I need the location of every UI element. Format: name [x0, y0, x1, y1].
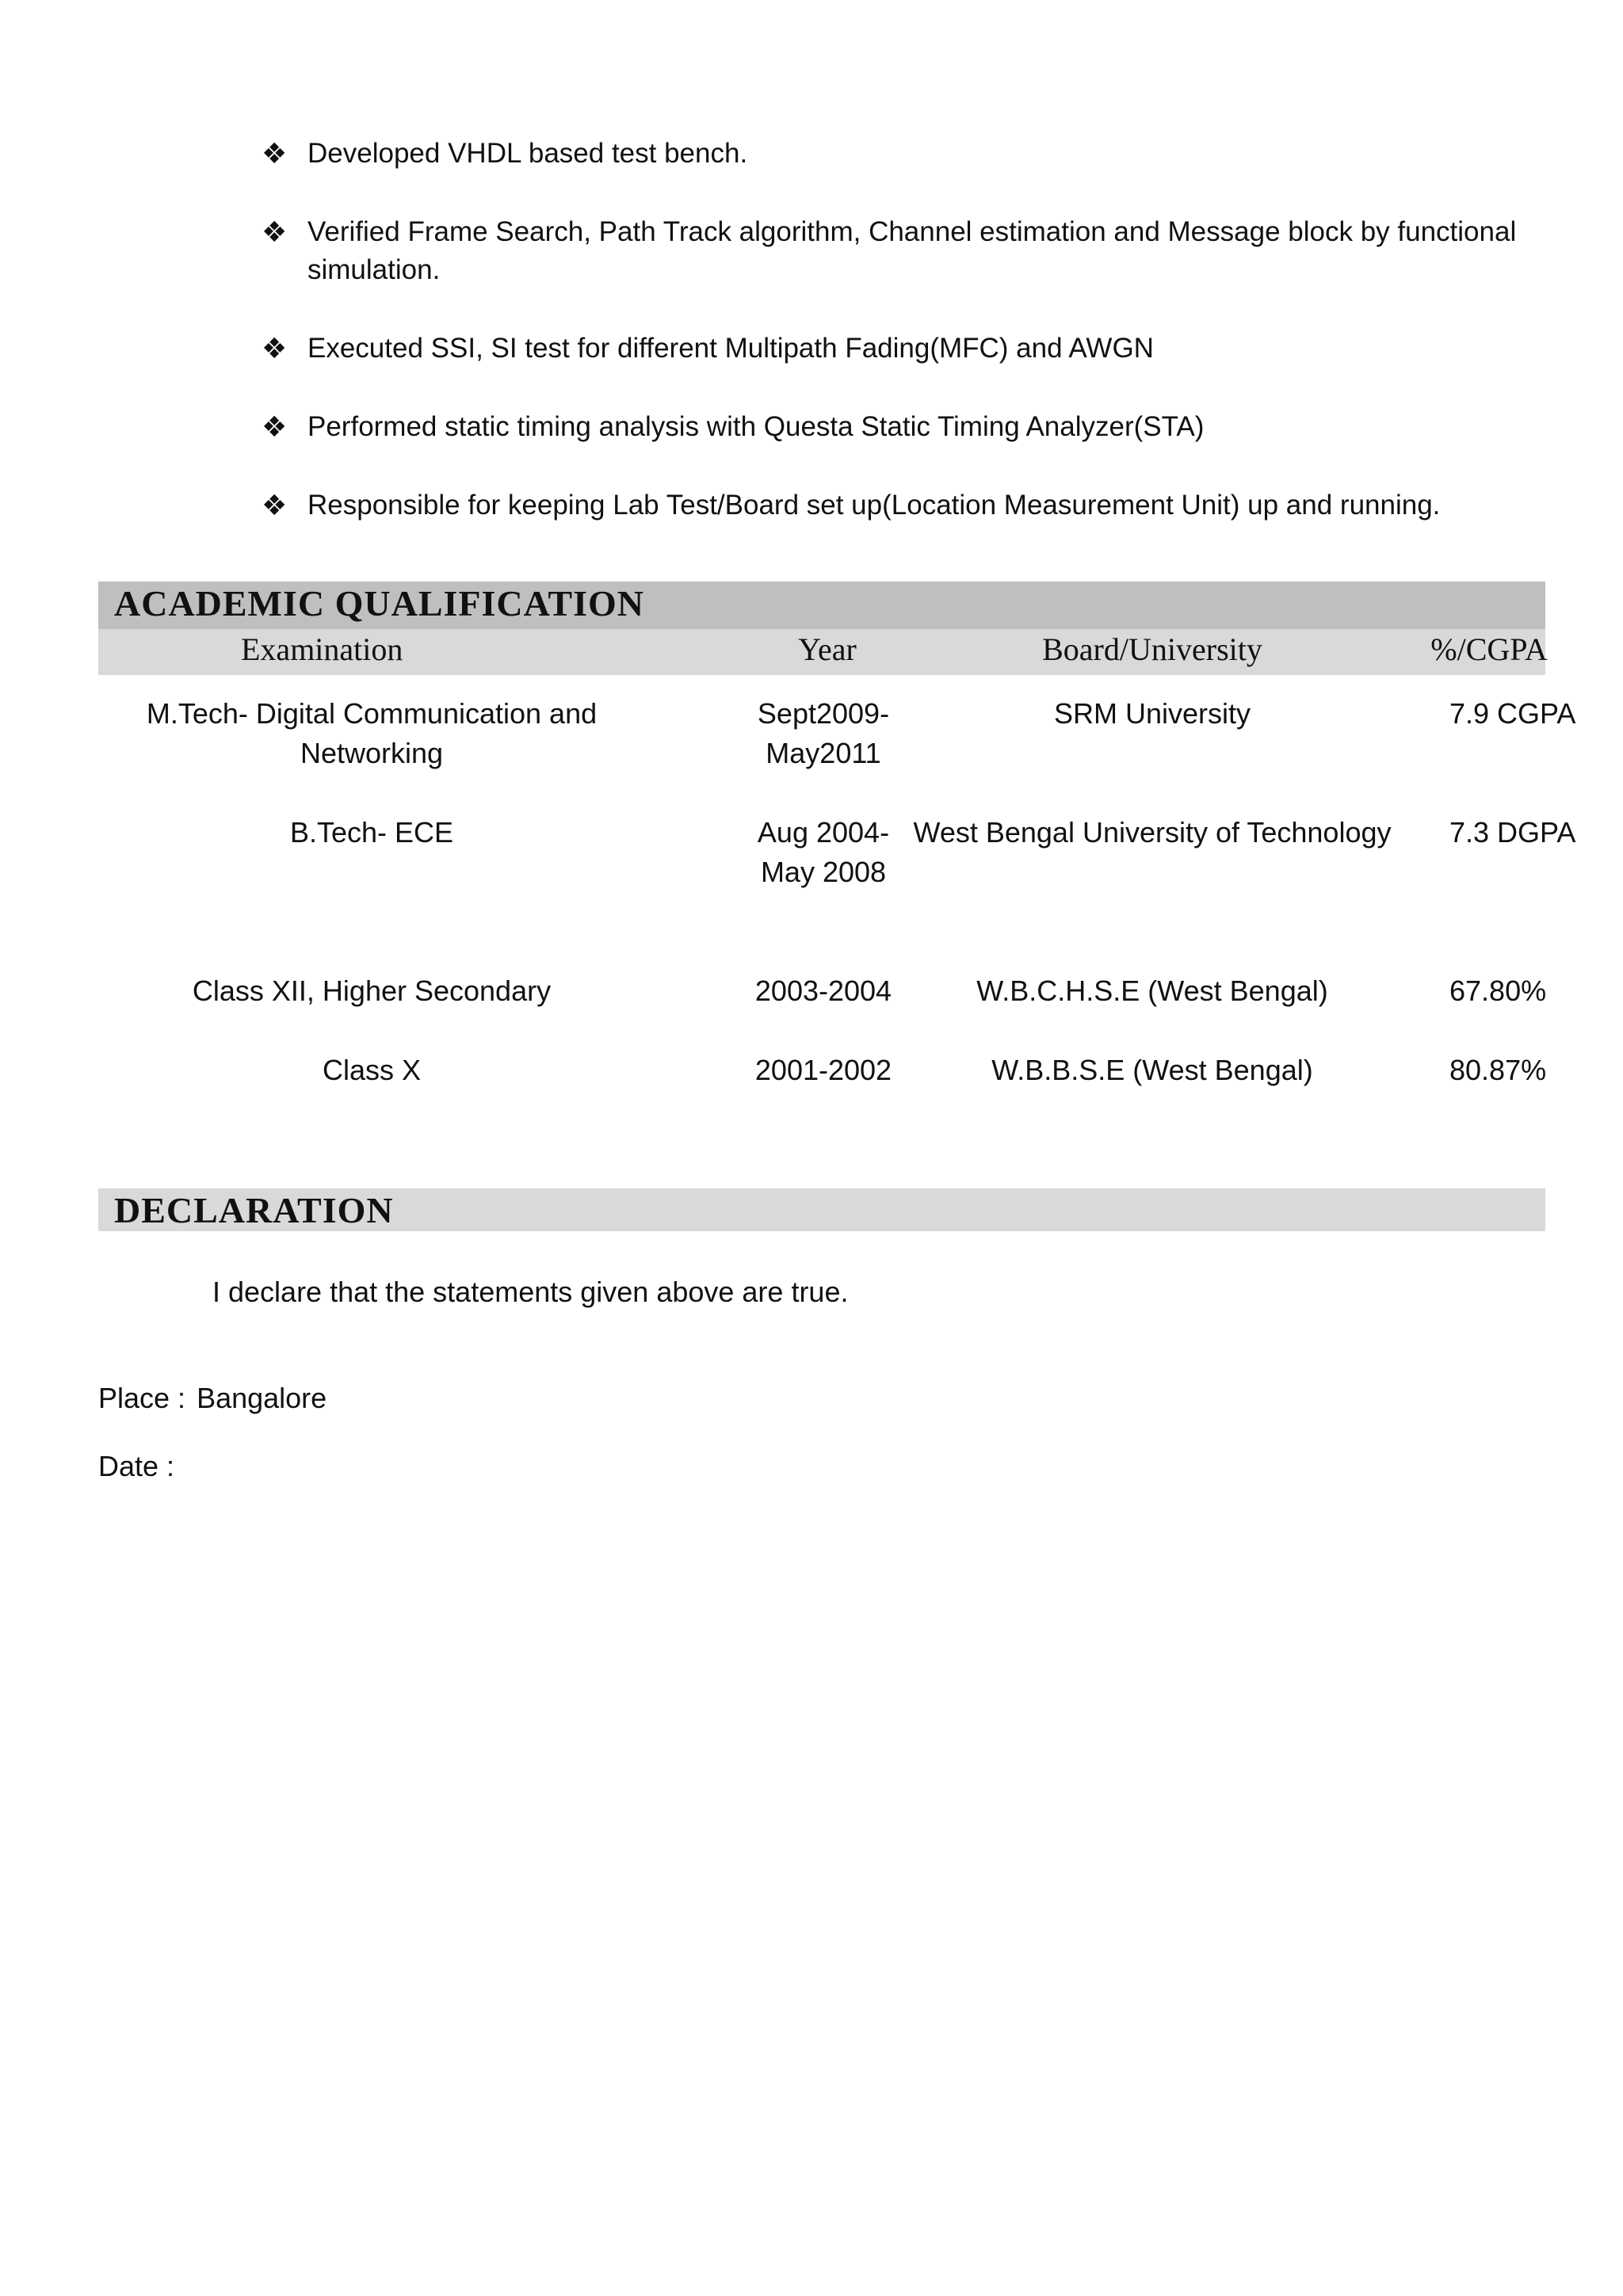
cell-cgpa: 7.9 CGPA	[1449, 697, 1576, 730]
column-header-board: Board/University	[1042, 631, 1262, 667]
cell-board: West Bengal University of Technology	[913, 816, 1392, 849]
cell-cgpa: 67.80%	[1449, 974, 1547, 1007]
cell-year: Sept2009-May2011	[757, 697, 890, 769]
list-item	[254, 135, 1537, 173]
cell-cgpa: 80.87%	[1449, 1054, 1547, 1086]
cell-board: W.B.B.S.E (West Bengal)	[991, 1054, 1313, 1086]
cell-year: Aug 2004-May 2008	[757, 816, 890, 888]
place-label: Place :	[98, 1382, 186, 1414]
cell-examination: M.Tech- Digital Communication and Networking	[146, 697, 598, 769]
academic-qualification-heading: ACADEMIC QUALIFICATION	[98, 582, 1545, 629]
diamond-bullet-icon: ❖	[262, 489, 288, 521]
date-line	[98, 1447, 174, 1486]
cell-cgpa: 7.3 DGPA	[1449, 816, 1576, 849]
qualification-table-header	[98, 629, 1548, 675]
column-header-year: Year	[798, 631, 857, 667]
bullet-text: Verified Frame Search, Path Track algorithm, Channel estimation and Message block by functional simulation.	[307, 216, 1517, 285]
bullet-text: Responsible for keeping Lab Test/Board set up(Location Measurement Unit) up and running.	[307, 490, 1441, 521]
cell-board: SRM University	[1053, 697, 1251, 730]
place-value: Bangalore	[197, 1382, 327, 1414]
diamond-bullet-icon: ❖	[262, 137, 288, 170]
cell-examination: B.Tech- ECE	[289, 816, 454, 849]
cell-year: 2001-2002	[754, 1054, 892, 1086]
declaration-heading: DECLARATION	[98, 1188, 1545, 1231]
cell-board: W.B.C.H.S.E (West Bengal)	[976, 974, 1328, 1007]
cell-year: 2003-2004	[754, 974, 892, 1007]
column-header-cgpa: %/CGPA	[1430, 631, 1548, 667]
place-line	[98, 1379, 327, 1418]
diamond-bullet-icon: ❖	[262, 410, 288, 443]
date-label: Date :	[98, 1450, 175, 1482]
diamond-bullet-icon: ❖	[262, 332, 288, 364]
cell-examination: Class X	[322, 1054, 422, 1086]
responsibilities-list	[254, 135, 1537, 565]
bullet-text: Performed static timing analysis with Questa Static Timing Analyzer(STA)	[307, 411, 1205, 442]
list-item	[254, 408, 1537, 446]
list-item	[254, 330, 1537, 368]
declaration-text: I declare that the statements given above are true.	[212, 1276, 849, 1308]
cell-examination: Class XII, Higher Secondary	[192, 974, 552, 1007]
list-item	[254, 213, 1537, 289]
diamond-bullet-icon: ❖	[262, 215, 288, 248]
list-item	[254, 486, 1537, 524]
bullet-text: Developed VHDL based test bench.	[307, 138, 748, 169]
column-header-examination: Examination	[241, 631, 403, 667]
bullet-text: Executed SSI, SI test for different Multipath Fading(MFC) and AWGN	[307, 333, 1154, 364]
